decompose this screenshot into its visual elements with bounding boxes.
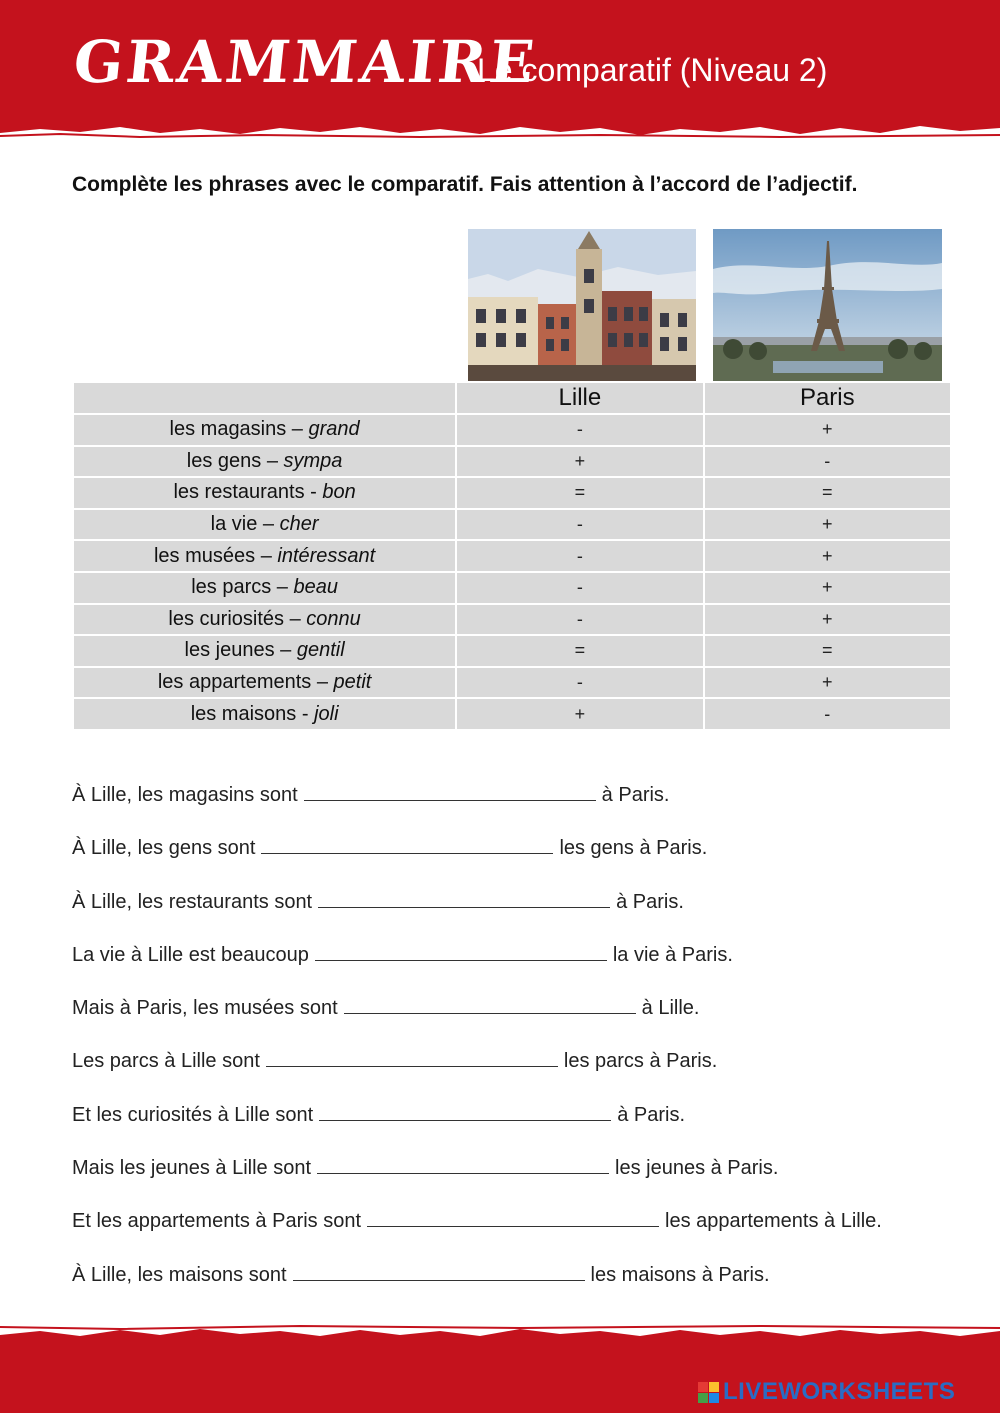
row-label bbox=[73, 604, 456, 636]
paris-value: + bbox=[704, 604, 951, 636]
sentence-start: Et les appartements à Paris sont bbox=[72, 1210, 362, 1233]
sentence-1 bbox=[72, 780, 972, 833]
row-label bbox=[73, 414, 456, 446]
table-row bbox=[73, 446, 951, 478]
row-label bbox=[73, 572, 456, 604]
adjective-text: grand bbox=[308, 418, 360, 441]
adjective-text: intéressant bbox=[277, 544, 376, 567]
sentence-3 bbox=[72, 887, 972, 940]
liveworksheets-logo[interactable] bbox=[698, 1380, 955, 1404]
table-row bbox=[73, 698, 951, 730]
table-row bbox=[73, 509, 951, 541]
row-label bbox=[73, 698, 456, 730]
noun-text: les restaurants - bbox=[173, 481, 323, 504]
table-row bbox=[73, 572, 951, 604]
comparison-table bbox=[72, 381, 952, 731]
header-paris: Paris bbox=[704, 382, 951, 414]
answer-blank-5[interactable] bbox=[344, 996, 636, 1014]
noun-text: la vie – bbox=[210, 513, 280, 536]
sentence-end: à Paris. bbox=[617, 1103, 686, 1126]
sentence-end: à Paris. bbox=[616, 890, 684, 913]
noun-text: les curiosités – bbox=[168, 607, 307, 630]
sentence-4 bbox=[72, 940, 972, 993]
adjective-text: bon bbox=[322, 481, 356, 504]
sentence-start: Et les curiosités à Lille sont bbox=[72, 1103, 314, 1126]
header-lille: Lille bbox=[456, 382, 703, 414]
sentence-end: la vie à Paris. bbox=[612, 943, 733, 966]
noun-text: les magasins – bbox=[169, 418, 309, 441]
table-header-row bbox=[73, 382, 951, 414]
row-label bbox=[73, 446, 456, 478]
paris-value: + bbox=[704, 667, 951, 699]
noun-text: les appartements – bbox=[157, 671, 334, 694]
lille-value: - bbox=[456, 572, 703, 604]
paris-value: + bbox=[704, 572, 951, 604]
paris-value: = bbox=[704, 635, 951, 667]
row-label bbox=[73, 667, 456, 699]
logo-blocks-icon bbox=[698, 1382, 719, 1403]
sentence-end: les jeunes à Paris. bbox=[615, 1157, 779, 1180]
answer-blank-4[interactable] bbox=[315, 943, 607, 961]
answer-blank-10[interactable] bbox=[293, 1263, 585, 1281]
adjective-text: sympa bbox=[283, 449, 343, 472]
paris-value: + bbox=[704, 509, 951, 541]
lille-value: + bbox=[456, 446, 703, 478]
sentence-start: Mais à Paris, les musées sont bbox=[72, 997, 338, 1020]
adjective-text: connu bbox=[306, 607, 361, 630]
answer-blank-3[interactable] bbox=[318, 890, 610, 908]
lille-value: - bbox=[456, 604, 703, 636]
sentence-7 bbox=[72, 1100, 972, 1153]
lille-value: + bbox=[456, 698, 703, 730]
header-band bbox=[0, 0, 1000, 140]
brand-title: GRAMMAIRE bbox=[70, 28, 541, 96]
sentence-end: les appartements à Lille. bbox=[665, 1210, 882, 1233]
sentence-9 bbox=[72, 1206, 972, 1259]
table-row bbox=[73, 635, 951, 667]
header-empty-cell bbox=[73, 382, 456, 414]
lille-value: = bbox=[456, 477, 703, 509]
row-label bbox=[73, 540, 456, 572]
table-row bbox=[73, 667, 951, 699]
exercise-sentences bbox=[72, 780, 972, 1313]
noun-text: les parcs – bbox=[191, 576, 294, 599]
lille-value: - bbox=[456, 414, 703, 446]
noun-text: les gens – bbox=[186, 449, 284, 472]
sentence-5 bbox=[72, 993, 972, 1046]
sentence-8 bbox=[72, 1153, 972, 1206]
answer-blank-1[interactable] bbox=[304, 783, 596, 801]
adjective-text: beau bbox=[293, 576, 338, 599]
row-label bbox=[73, 477, 456, 509]
adjective-text: gentil bbox=[296, 639, 345, 662]
noun-text: les maisons - bbox=[190, 702, 315, 725]
sentence-start: À Lille, les gens sont bbox=[72, 837, 256, 860]
instruction-text: Complète les phrases avec le comparatif. Fais attention à l’accord de l’adjectif. bbox=[72, 173, 858, 196]
row-label bbox=[73, 635, 456, 667]
lille-value: - bbox=[456, 540, 703, 572]
sentence-10 bbox=[72, 1260, 972, 1313]
sentence-6 bbox=[72, 1046, 972, 1099]
answer-blank-6[interactable] bbox=[266, 1049, 558, 1067]
sentence-end: à Lille. bbox=[641, 997, 700, 1020]
lille-value: - bbox=[456, 509, 703, 541]
answer-blank-7[interactable] bbox=[319, 1103, 611, 1121]
lille-value: - bbox=[456, 667, 703, 699]
paris-value: = bbox=[704, 477, 951, 509]
sentence-start: À Lille, les maisons sont bbox=[72, 1263, 287, 1286]
sentence-start: Mais les jeunes à Lille sont bbox=[72, 1157, 312, 1180]
sentence-end: les gens à Paris. bbox=[559, 837, 708, 860]
paris-value: + bbox=[704, 540, 951, 572]
sentence-start: La vie à Lille est beaucoup bbox=[72, 943, 309, 966]
adjective-text: joli bbox=[314, 702, 339, 725]
sentence-start: À Lille, les magasins sont bbox=[72, 784, 298, 806]
noun-text: les jeunes – bbox=[184, 639, 297, 662]
page-subtitle: Le comparatif (Niveau 2) bbox=[477, 52, 828, 88]
answer-blank-8[interactable] bbox=[317, 1156, 609, 1174]
sentence-end: à Paris. bbox=[601, 784, 670, 806]
table-row bbox=[73, 540, 951, 572]
answer-blank-9[interactable] bbox=[367, 1209, 659, 1227]
table-row bbox=[73, 604, 951, 636]
adjective-text: cher bbox=[279, 513, 319, 536]
paris-photo bbox=[713, 229, 942, 381]
lille-value: = bbox=[456, 635, 703, 667]
lille-photo bbox=[468, 229, 696, 381]
sentence-2 bbox=[72, 833, 972, 886]
answer-blank-2[interactable] bbox=[261, 836, 553, 854]
sentence-start: À Lille, les restaurants sont bbox=[72, 890, 313, 913]
adjective-text: petit bbox=[333, 671, 372, 694]
sentence-start: Les parcs à Lille sont bbox=[72, 1050, 260, 1073]
noun-text: les musées – bbox=[153, 544, 278, 567]
paris-value: - bbox=[704, 698, 951, 730]
sentence-end: les parcs à Paris. bbox=[563, 1050, 718, 1073]
row-label bbox=[73, 509, 456, 541]
logo-text: LIVEWORKSHEETS bbox=[723, 1378, 956, 1405]
paris-value: - bbox=[704, 446, 951, 478]
table-row bbox=[73, 414, 951, 446]
paris-value: + bbox=[704, 414, 951, 446]
sentence-end: les maisons à Paris. bbox=[590, 1263, 770, 1286]
table-row bbox=[73, 477, 951, 509]
